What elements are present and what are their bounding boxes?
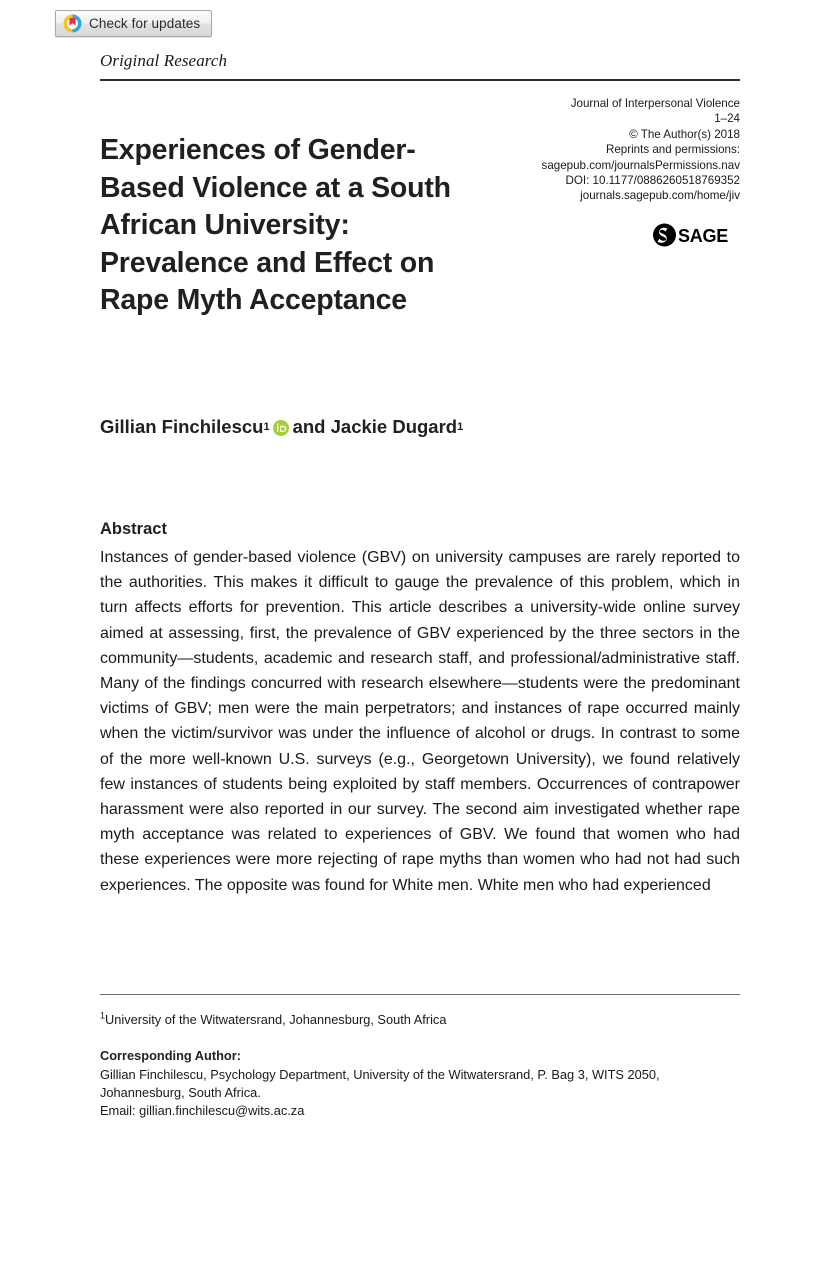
- abstract-heading: Abstract: [100, 520, 167, 538]
- svg-text:SAGE: SAGE: [678, 226, 729, 246]
- corresponding-author-heading: Corresponding Author:: [100, 1048, 241, 1063]
- corresponding-author-address: Gillian Finchilescu, Psychology Department, University of the Witwatersrand, P. Bag 3, WITS 2050, Johannesburg, South Africa.: [100, 1067, 660, 1100]
- crossmark-icon: [63, 14, 82, 33]
- article-type-kicker: Original Research: [100, 51, 228, 70]
- orcid-id-icon[interactable]: [270, 416, 293, 438]
- reprints-label: Reprints and permissions:: [605, 143, 740, 157]
- corresponding-author-email[interactable]: Email: gillian.finchilescu@wits.ac.za: [100, 1103, 305, 1118]
- affiliation-text: University of the Witwatersrand, Johannesburg, South Africa: [105, 1012, 447, 1027]
- header-divider: [100, 79, 740, 81]
- doi-line[interactable]: DOI: 10.1177/0886260518769352: [565, 174, 740, 188]
- journal-url[interactable]: journals.sagepub.com/home/jiv: [580, 189, 740, 203]
- article-first-page: [100, 0, 740, 1275]
- page-title: Experiences of Gender-Based Violence at a South African University: Prevalence and Effect on Rape Myth Acceptance: [100, 134, 451, 317]
- sage-logo: [652, 222, 740, 248]
- affiliation-marker: 1: [100, 1010, 106, 1021]
- journal-name: Journal of Interpersonal Violence: [570, 97, 740, 110]
- footer-divider: [100, 994, 740, 995]
- corresponding-author-details: [100, 1066, 740, 1120]
- author-name-2: Jackie Dugard: [330, 416, 458, 437]
- author-name-1: Gillian Finchilescu: [100, 416, 264, 437]
- affiliation-note: [100, 1011, 740, 1028]
- reprints-url[interactable]: sagepub.com/journalsPermissions.nav: [541, 158, 740, 172]
- author-list: Gillian Finchilescu 1 and Jackie Dugard 1: [100, 416, 464, 437]
- copyright-line: © The Author(s) 2018: [629, 127, 740, 141]
- author-conjunction: and: [292, 416, 326, 437]
- page-range: 1–24: [714, 112, 740, 126]
- check-for-updates-label: Check for updates: [89, 16, 201, 31]
- abstract-text: Instances of gender-based violence (GBV) on university campuses are rarely reported to the authorities. This makes it difficult to gauge the prevalence of this problem, which in turn affects efforts for prevention. This article describes a university-wide online survey aimed at assessing, first, the prevalence of GBV experienced by the three sectors in the community—students, academic and research staff, and professional/administrative staff. Many of the findings concurred with research elsewhere—students were the predominant victims of GBV; men were the main perpetrators; and instances of rape occurred mainly when the victim/survivor was under the influence of alcohol or drugs. In contrast to some of the more well-known U.S. surveys (e.g., Georgetown University), we found relatively few instances of students being exploited by staff members. Occurrences of contrapower harassment were also reported in our survey. The second aim investigated whether rape myth acceptance was related to experiences of GBV. We found that women who had these experiences were more rejecting of rape myths than women who had not had such experiences. The opposite was found for White men. White men who had experienced: [100, 549, 740, 894]
